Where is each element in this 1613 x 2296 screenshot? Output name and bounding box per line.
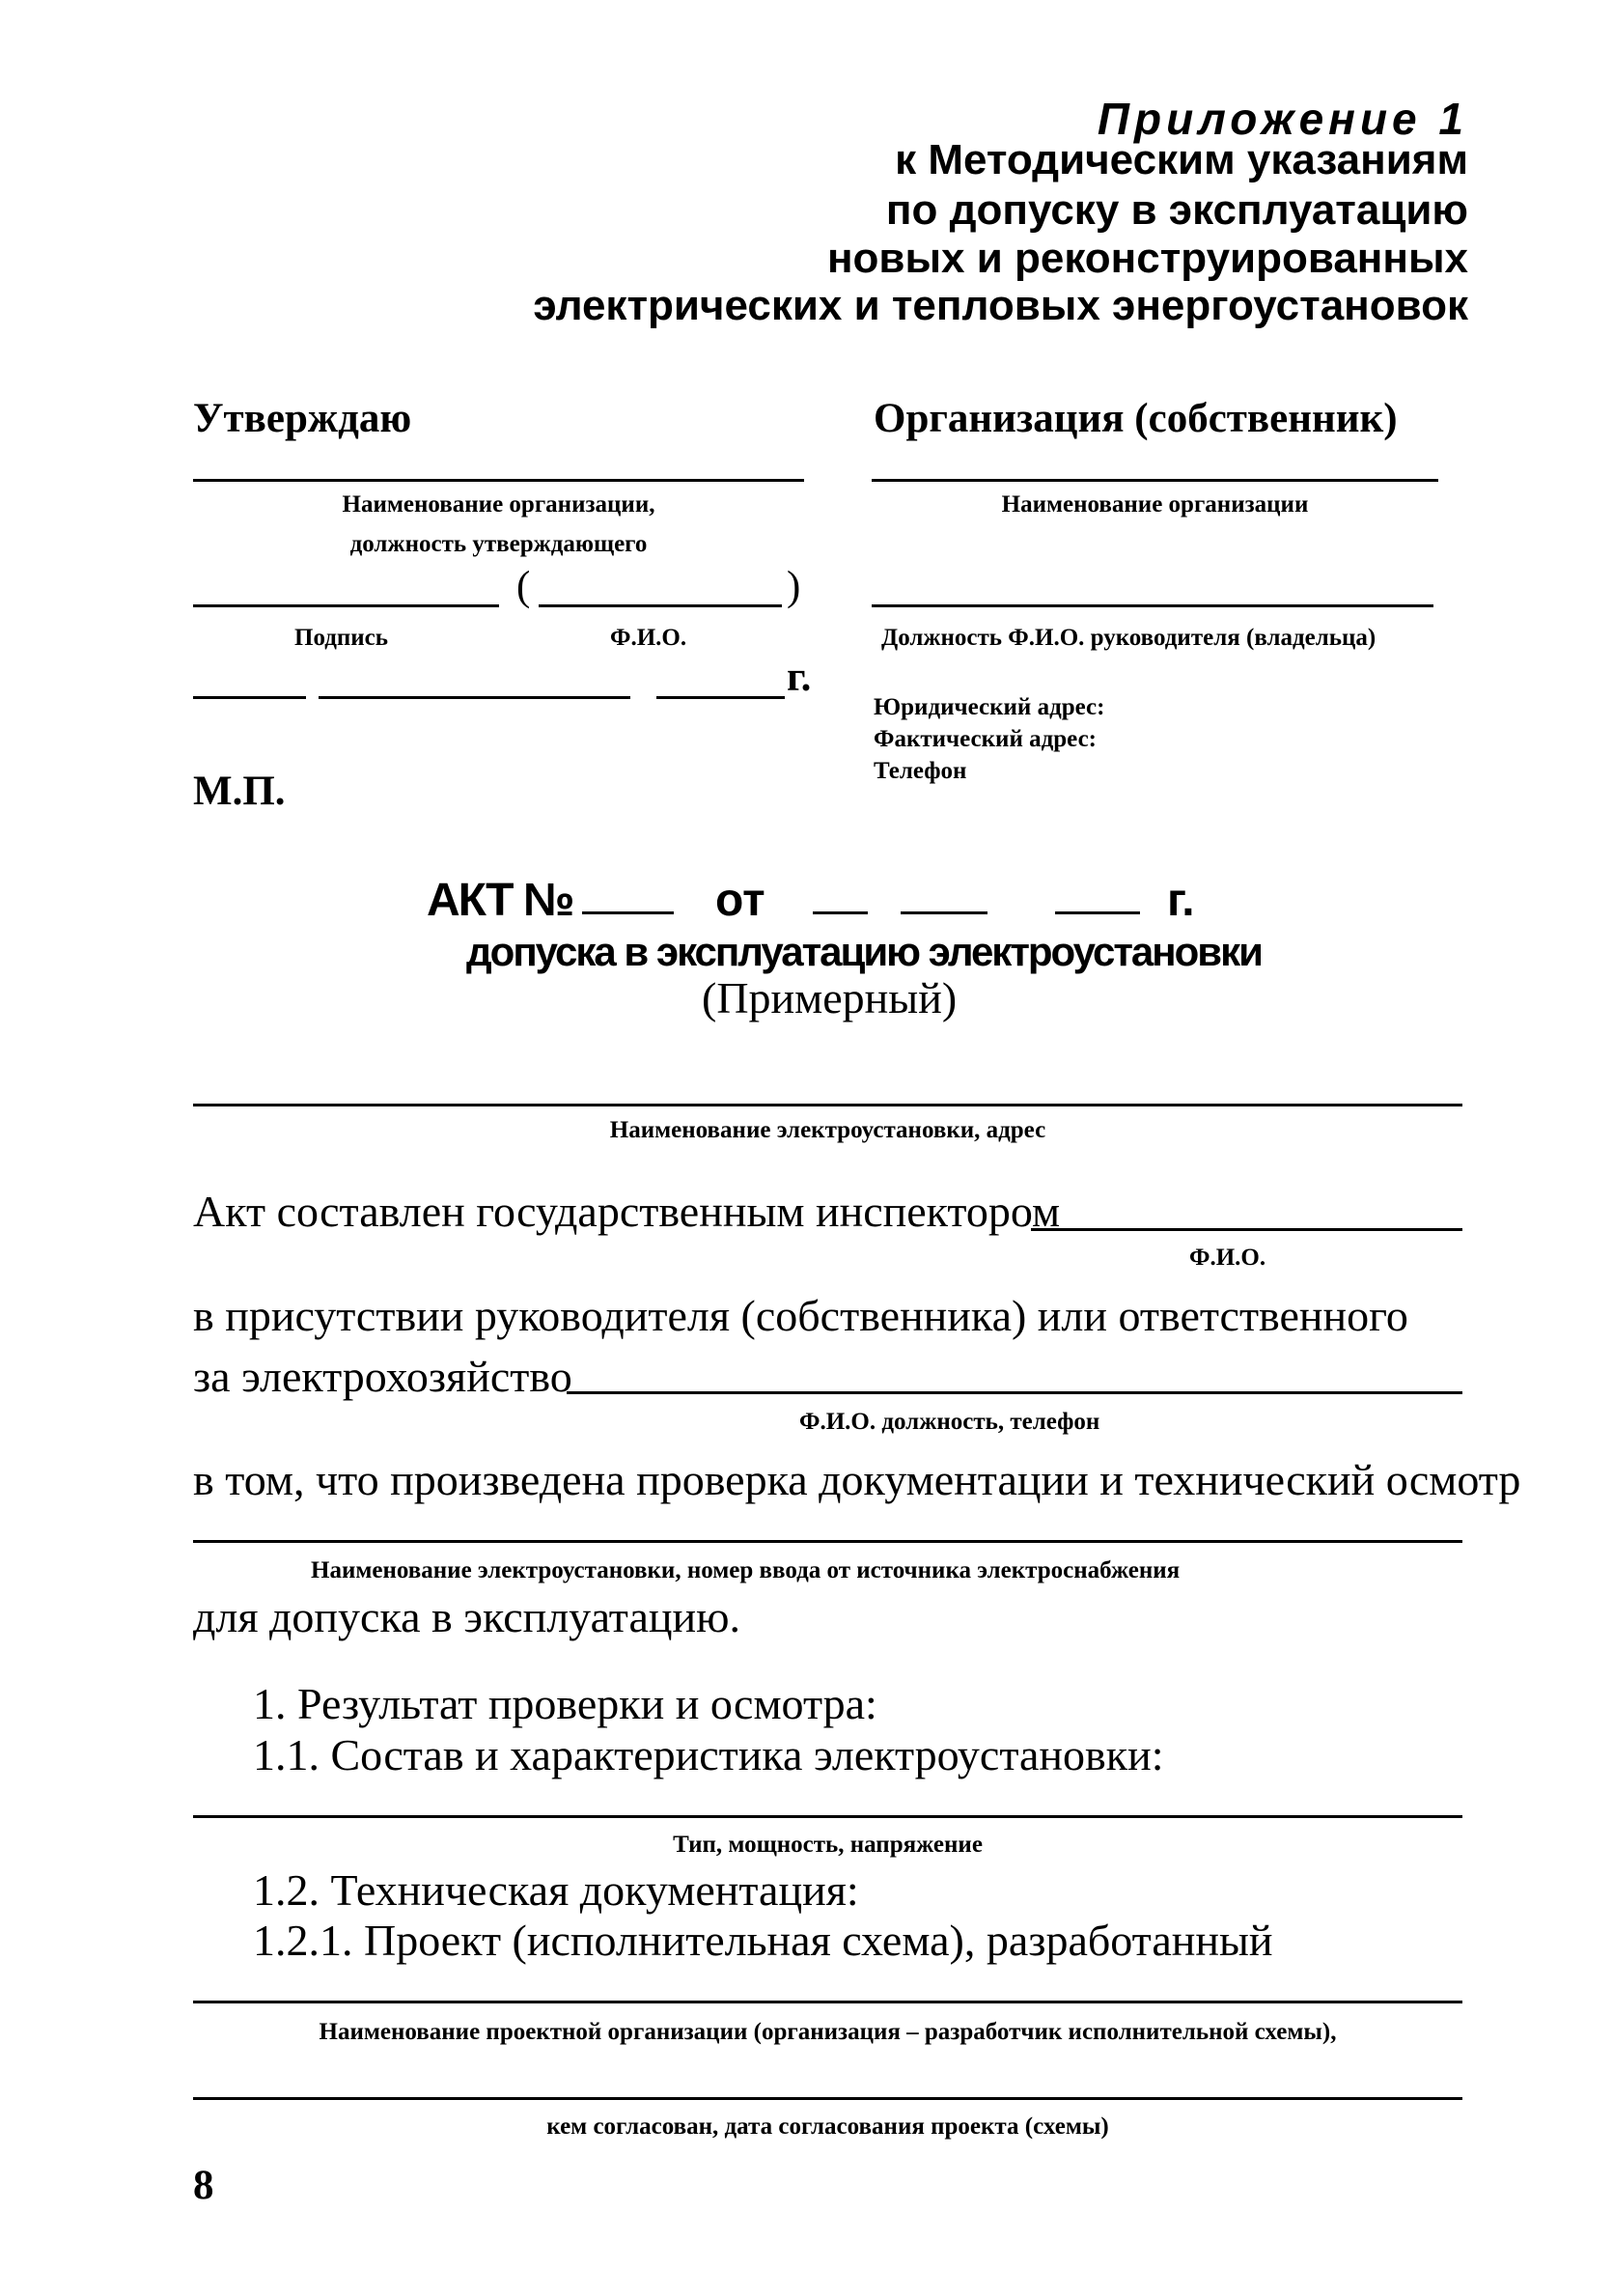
- paren-open: (: [516, 564, 531, 609]
- appendix-line-3: новых и реконструированных: [826, 235, 1468, 282]
- purpose-text: для допуска в эксплуатацию.: [193, 1592, 740, 1641]
- act-note: (Примерный): [702, 973, 958, 1022]
- date-day-line: [193, 696, 306, 699]
- approve-org-line: [193, 479, 804, 482]
- act-title-prefix: АКТ №: [427, 875, 573, 926]
- item-1-1: 1.1. Состав и характеристика электроустановки:: [253, 1730, 1164, 1779]
- responsible-line: [567, 1391, 1462, 1394]
- signature-caption: Подпись: [294, 625, 388, 651]
- organization-name-caption: Наименование организации: [1001, 491, 1309, 518]
- inspector-fio-line: [1031, 1228, 1462, 1231]
- appendix-line-4: электрических и тепловых энергоустановок: [533, 282, 1468, 329]
- date-year-line: [656, 696, 785, 699]
- responsible-caption: Ф.И.О. должность, телефон: [799, 1409, 1100, 1435]
- approve-fio-line: [539, 604, 782, 607]
- approve-position-caption: должность утверждающего: [349, 531, 648, 557]
- date-month-line: [319, 696, 630, 699]
- type-caption: Тип, мощность, напряжение: [673, 1832, 983, 1858]
- approve-org-caption: Наименование организации,: [342, 491, 655, 518]
- approved-caption: кем согласован, дата согласования проекта (схемы): [546, 2114, 1109, 2140]
- approve-signature-line: [193, 604, 499, 607]
- presence-text: в присутствии руководителя (собственника) или ответственного: [193, 1291, 1408, 1340]
- legal-address-label: Юридический адрес:: [874, 694, 1105, 720]
- act-title-year: г.: [1167, 875, 1195, 926]
- installation-caption: Наименование электроустановки, адрес: [609, 1117, 1046, 1143]
- appendix-title: Приложение 1: [1097, 94, 1468, 144]
- electro-text: за электрохозяйство: [193, 1352, 572, 1401]
- appendix-line-2: по допуску в эксплуатацию: [885, 186, 1468, 234]
- design-org-line: [193, 2001, 1462, 2003]
- act-yearnum-line: [1055, 911, 1140, 914]
- type-line: [193, 1815, 1462, 1818]
- approve-heading: Утверждаю: [193, 396, 412, 441]
- inspector-fio-caption: Ф.И.О.: [1189, 1245, 1266, 1271]
- organization-head-line: [872, 604, 1433, 607]
- organization-name-line: [872, 479, 1438, 482]
- act-day-line: [813, 911, 868, 914]
- page-number: 8: [193, 2163, 214, 2208]
- approved-line: [193, 2097, 1462, 2100]
- act-title-from: от: [715, 875, 765, 926]
- paren-close: ): [787, 564, 801, 609]
- act-number-line: [582, 911, 674, 914]
- inspector-text: Акт составлен государственным инспектором: [193, 1187, 1061, 1236]
- actual-address-label: Фактический адрес:: [874, 726, 1097, 752]
- item-1-2-1: 1.2.1. Проект (исполнительная схема), разработанный: [253, 1916, 1273, 1965]
- date-year-suffix: г.: [787, 655, 812, 700]
- input-line: [193, 1540, 1462, 1543]
- fio-caption: Ф.И.О.: [610, 625, 687, 651]
- check-text: в том, что произведена проверка документации и технический осмотр: [193, 1455, 1521, 1504]
- input-caption: Наименование электроустановки, номер ввода от источника электроснабжения: [311, 1557, 1181, 1583]
- stamp-label: М.П.: [193, 769, 286, 814]
- item-1: 1. Результат проверки и осмотра:: [253, 1679, 877, 1728]
- organization-head-caption: Должность Ф.И.О. руководителя (владельца): [881, 625, 1377, 651]
- act-subtitle: допуска в эксплуатацию электроустановки: [466, 929, 1262, 974]
- organization-heading: Организация (собственник): [874, 396, 1398, 441]
- item-1-2: 1.2. Техническая документация:: [253, 1865, 859, 1915]
- design-org-caption: Наименование проектной организации (организация – разработчик исполнительной схемы),: [319, 2019, 1337, 2045]
- act-month-line: [901, 911, 987, 914]
- installation-line: [193, 1104, 1462, 1106]
- phone-label: Телефон: [874, 758, 967, 784]
- appendix-line-1: к Методическим указаниям: [895, 136, 1468, 183]
